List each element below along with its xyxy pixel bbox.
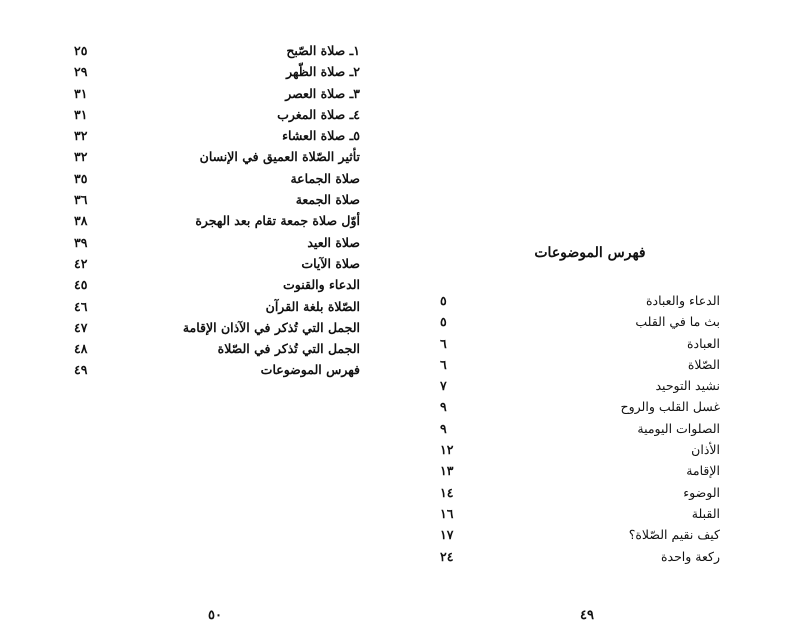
toc-entry xyxy=(70,40,360,61)
toc-entry xyxy=(440,546,720,567)
toc-entry-title: القبلة xyxy=(691,505,720,521)
toc-entry-page: ٣٢ xyxy=(74,128,88,144)
toc-entry-title: الجمل التي تُذكر في الصّلاة xyxy=(217,341,360,357)
toc-entry-title: صلاة الآيات xyxy=(301,255,360,271)
toc-entry-page: ١٣ xyxy=(440,463,454,479)
toc-entry-title: الدعاء والعبادة xyxy=(645,293,720,308)
toc-entry xyxy=(70,168,360,189)
toc-entry-title: بث ما في القلب xyxy=(635,314,720,330)
toc-entry xyxy=(70,274,360,295)
toc-entry-title: نشيد التوحيد xyxy=(655,378,720,394)
toc-entry-page: ٤٨ xyxy=(74,341,88,357)
toc-entry-title: ٥ـ صلاة العشاء xyxy=(282,128,360,144)
toc-entry-title: ٢ـ صلاة الظّهر xyxy=(286,64,360,80)
toc-entry-page: ٩ xyxy=(440,420,447,436)
toc-entry-title: تأثير الصّلاة العميق في الإنسان xyxy=(199,149,360,165)
toc-entry-title: صلاة الجماعة xyxy=(290,170,360,186)
toc-entry xyxy=(70,83,360,104)
toc-entry-page: ١٢ xyxy=(440,442,454,458)
toc-entry xyxy=(440,375,720,396)
toc-entry xyxy=(70,189,360,210)
toc-entry-page: ٤٦ xyxy=(74,298,88,314)
toc-entry-page: ٣٦ xyxy=(74,192,88,208)
toc-list-right xyxy=(440,290,720,567)
toc-list-left xyxy=(70,40,360,381)
toc-entry xyxy=(70,338,360,359)
toc-entry-title: فهرس الموضوعات xyxy=(260,362,360,378)
toc-entry-page: ٤٧ xyxy=(74,319,88,335)
toc-entry xyxy=(70,296,360,317)
toc-entry-page: ٣١ xyxy=(74,106,88,122)
toc-entry-page: ٢٤ xyxy=(440,548,454,564)
toc-entry xyxy=(70,125,360,146)
page-number-right: ٤٩ xyxy=(580,608,594,623)
toc-entry-title: الجمل التي تُذكر في الآذان الإقامة xyxy=(182,319,360,335)
toc-entry xyxy=(70,146,360,167)
toc-entry-title: أوّل صلاة جمعة تقام بعد الهجرة xyxy=(195,213,360,229)
toc-entry xyxy=(440,503,720,524)
toc-entry-page: ٣٩ xyxy=(74,234,88,250)
toc-entry-title: الإقامة xyxy=(686,463,720,479)
toc-entry-page: ٥ xyxy=(440,293,447,308)
toc-entry-page: ٦ xyxy=(440,356,447,372)
toc-entry xyxy=(70,232,360,253)
toc-entry-page: ٦ xyxy=(440,335,447,351)
toc-entry-title: ١ـ صلاة الصّبح xyxy=(286,43,360,58)
toc-entry-title: ٣ـ صلاة العصر xyxy=(285,85,360,101)
toc-entry-title: الصّلاة xyxy=(687,356,720,372)
toc-entry xyxy=(440,418,720,439)
toc-entry-title: صلاة العيد xyxy=(307,234,360,250)
toc-entry xyxy=(70,61,360,82)
toc-entry-page: ٤٢ xyxy=(74,255,88,271)
toc-entry xyxy=(440,333,720,354)
toc-entry-page: ٣٥ xyxy=(74,170,88,186)
toc-entry-page: ٤٩ xyxy=(74,362,88,378)
toc-entry-page: ٣٨ xyxy=(74,213,88,229)
toc-entry xyxy=(440,524,720,545)
toc-entry-title: الصّلاة بلغة القرآن xyxy=(265,298,360,314)
toc-entry-page: ٣١ xyxy=(74,85,88,101)
toc-entry xyxy=(440,311,720,332)
toc-entry xyxy=(70,253,360,274)
toc-entry-page: ١٦ xyxy=(440,505,454,521)
toc-entry xyxy=(70,317,360,338)
toc-entry xyxy=(70,359,360,380)
toc-entry-page: ١٤ xyxy=(440,484,454,500)
toc-entry-title: ركعة واحدة xyxy=(660,548,720,564)
toc-entry-title: الصلوات اليومية xyxy=(637,420,720,436)
toc-entry xyxy=(440,482,720,503)
toc-entry-title: العبادة xyxy=(686,335,720,351)
page-number-left: ٥٠ xyxy=(208,608,222,623)
toc-entry-title: الوضوء xyxy=(683,484,720,500)
toc-entry-title: كيف نقيم الصّلاة؟ xyxy=(628,527,720,543)
toc-entry-title: غسل القلب والروح xyxy=(620,399,720,415)
toc-entry-page: ٧ xyxy=(440,378,447,394)
toc-entry-title: ٤ـ صلاة المغرب xyxy=(277,106,360,122)
toc-heading: فهرس الموضوعات xyxy=(534,245,646,261)
toc-entry-page: ٤٥ xyxy=(74,277,88,293)
toc-entry xyxy=(440,354,720,375)
left-page xyxy=(0,0,395,639)
toc-entry xyxy=(70,210,360,231)
toc-entry-page: ٩ xyxy=(440,399,447,415)
toc-entry-title: صلاة الجمعة xyxy=(295,192,360,208)
toc-entry-page: ٥ xyxy=(440,314,447,330)
right-page xyxy=(395,0,791,639)
toc-entry xyxy=(440,396,720,417)
toc-entry xyxy=(70,104,360,125)
toc-entry xyxy=(440,290,720,311)
toc-entry-title: الأذان xyxy=(691,442,720,458)
toc-entry-page: ١٧ xyxy=(440,527,454,543)
toc-entry-title: الدعاء والقنوت xyxy=(283,277,360,293)
toc-entry-page: ٢٥ xyxy=(74,43,88,58)
toc-entry-page: ٢٩ xyxy=(74,64,88,80)
toc-entry-page: ٣٢ xyxy=(74,149,88,165)
toc-entry xyxy=(440,439,720,460)
toc-entry xyxy=(440,460,720,481)
